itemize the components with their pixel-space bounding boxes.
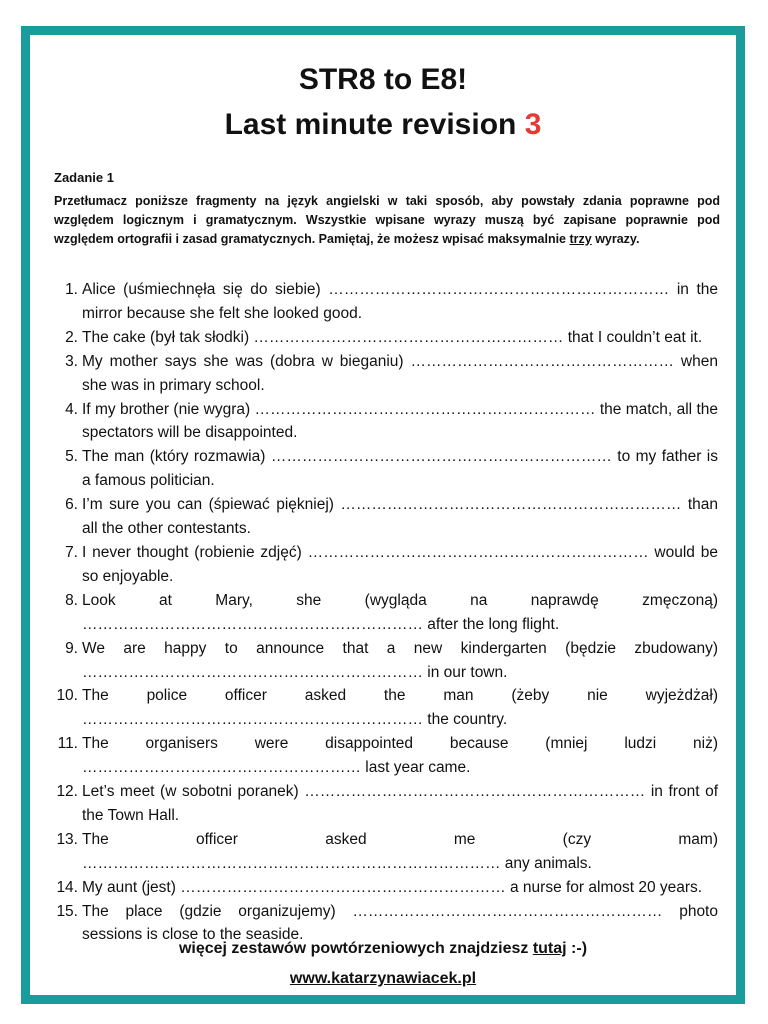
instruction-underlined-word: trzy (569, 232, 592, 246)
item-number: 3. (65, 352, 78, 370)
item-text: The officer asked me (czy mam) ……………………………………………………………………… any animals. (82, 830, 718, 872)
exercise-list (52, 278, 718, 947)
item-text: My aunt (jest) ……………………………………………………… a nurse for almost 20 years. (82, 878, 703, 896)
item-number: 12. (56, 783, 78, 801)
task-instructions (54, 192, 720, 249)
footer-smiley: :-) (566, 940, 588, 957)
exercise-item-12 (52, 780, 718, 828)
item-number: 9. (65, 639, 78, 657)
item-number: 2. (65, 328, 78, 346)
title-line-2-text: Last minute revision (224, 108, 525, 141)
exercise-item-6 (52, 493, 718, 541)
item-number: 8. (65, 591, 78, 609)
exercise-item-11 (52, 732, 718, 780)
website-link[interactable]: www.katarzynawiacek.pl (289, 970, 477, 987)
item-number: 14. (56, 878, 78, 896)
item-number: 7. (65, 543, 78, 561)
item-number: 6. (65, 496, 78, 514)
item-text: Let’s meet (w sobotni poranek) ………………………………………………………… in front of the Town Hall. (82, 783, 718, 824)
exercise-item-9 (52, 637, 718, 685)
exercise-item-1 (52, 278, 718, 326)
exercise-item-5 (52, 445, 718, 493)
item-number: 10. (56, 687, 78, 705)
item-text: The man (który rozmawia) ………………………………………………………… to my father is a famous politician. (82, 448, 718, 490)
item-text: I never thought (robienie zdjęć) ………………………………………………………… would be so enjoyable. (82, 543, 718, 585)
revision-number: 3 (524, 108, 542, 141)
item-text: The cake (był tak słodki) …………………………………………………… that I couldn’t eat it. (82, 328, 703, 346)
exercise-item-4 (52, 398, 718, 446)
exercise-item-2 (52, 326, 718, 350)
item-text: Alice (uśmiechnęła się do siebie) ………………………………………………………… in the mirror because she felt she looked good. (82, 281, 718, 322)
exercise-item-13 (52, 828, 718, 876)
item-text: We are happy to announce that a new kindergarten (będzie zbudowany) ………………………………………………………… in our town. (82, 639, 718, 681)
title-line-1: STR8 to E8! (298, 63, 468, 96)
task-label: Zadanie 1 (54, 170, 114, 185)
item-text: If my brother (nie wygra) ………………………………………………………… the match, all the spectators will be disappointed. (82, 400, 718, 442)
item-number: 13. (56, 830, 78, 848)
worksheet-frame (21, 26, 745, 1004)
exercise-item-7 (52, 541, 718, 589)
item-text: I’m sure you can (śpiewać piękniej) ………………………………………………………… than all the other contestants. (82, 496, 718, 538)
item-text: Look at Mary, she (wygląda na naprawdę zmęczoną) ………………………………………………………… after the long flight. (82, 591, 718, 633)
exercise-item-10 (52, 684, 718, 732)
item-number: 5. (65, 448, 78, 466)
item-text: My mother says she was (dobra w bieganiu) …………………………………………… when she was in primary school. (82, 352, 718, 394)
exercise-item-8 (52, 589, 718, 637)
item-number: 4. (65, 400, 78, 418)
item-text: The organisers were disappointed because (mniej ludzi niż) ……………………………………………… last year came. (82, 735, 718, 777)
item-text: The place (gdzie organizujemy) …………………………………………………… photo sessions is close to the seaside. (82, 902, 718, 944)
instruction-text: Przetłumacz poniższe fragmenty na język angielski w taki sposób, aby powstały zdania poprawne pod względem logicznym i gramatycznym. Wszystkie wpisane wyrazy muszą być zapisane poprawnie pod względem ortografii i zasad gramatycznych. Pamiętaj, że możesz wpisać maksymalnie (54, 194, 720, 246)
title-line-2 (30, 105, 736, 145)
item-number: 11. (57, 735, 78, 753)
item-number: 15. (56, 902, 78, 920)
item-text: The police officer asked the man (żeby nie wyjeżdżał) ………………………………………………………… the country. (82, 687, 718, 729)
exercise-item-3 (52, 350, 718, 398)
footer-more-sets (30, 940, 736, 958)
footer-here-link[interactable]: tutaj (532, 940, 567, 957)
footer-text: więcej zestawów powtórzeniowych znajdziesz (178, 940, 533, 957)
exercise-item-14 (52, 876, 718, 900)
instruction-text-end: wyrazy. (591, 232, 640, 246)
item-number: 1. (65, 281, 78, 298)
